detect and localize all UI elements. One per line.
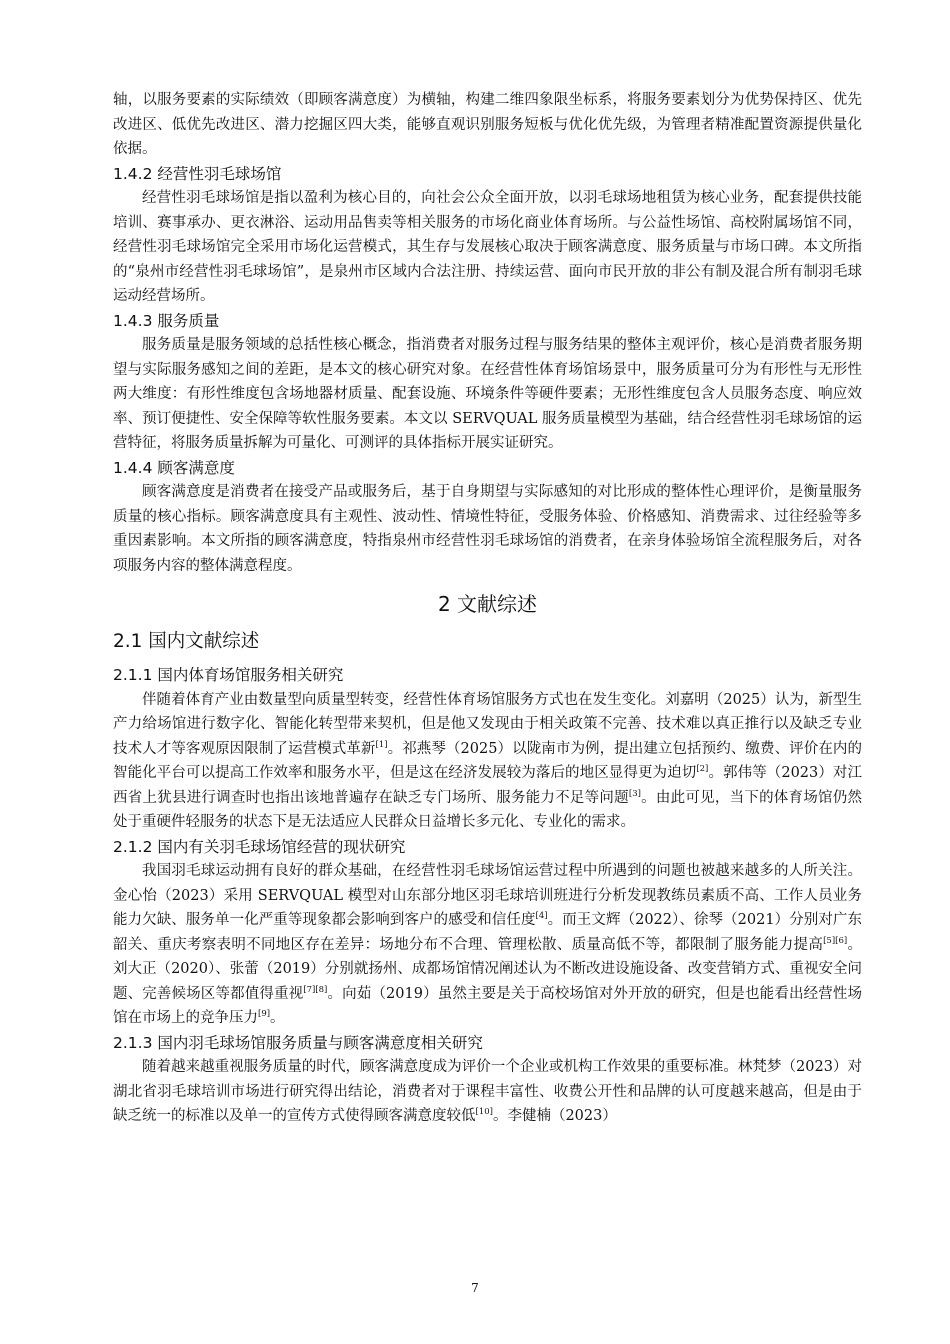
- citation: [5][6]: [823, 935, 848, 946]
- paragraph-1-4-4: 顾客满意度是消费者在接受产品或服务后，基于自身期望与实际感知的对比形成的整体性心理评价，是衡量服务质量的核心指标。顾客满意度具有主观性、波动性、情境性特征，受服务体验、价格感知、消费需求、过往经验等多重因素影响。本文所指的顾客满意度，特指泉州市经营性羽毛球场馆的消费者，在亲身体验场馆全流程服务后，对各项服务内容的整体满意程度。: [113, 484, 862, 574]
- paragraph-2-1-2: [113, 859, 862, 1031]
- citation: [1]: [375, 739, 388, 750]
- text-run: 伴随着体育产业由数量型向质量型转变，经营性体育场馆服务方式也在发生变化。刘嘉明（2025）认为，新型生产力给场馆进行数字化、智能化转型带来契机，但是他又发现由于相关政策不完善、技术难以真正推行以及缺乏专业技术人才等客观原因限制了运营模式革新: [113, 691, 862, 757]
- page-number: 7: [471, 1281, 479, 1295]
- citation: [10]: [475, 1107, 493, 1118]
- text-run: 。: [270, 1010, 285, 1026]
- text-run: 随着越来越重视服务质量的时代，顾客满意度成为评价一个企业或机构工作效果的重要标准。林梵梦（2023）对湖北省羽毛球培训市场进行研究得出结论，消费者对于课程丰富性、收费公开性和品牌的认可度越来越高，但是由于缺乏统一的标准以及单一的宣传方式使得顾客满意度较低: [113, 1059, 862, 1124]
- citation: [4]: [535, 911, 548, 922]
- text-run: 。由此可见，当下的体育场馆仍然处于重硬件轻服务的状态下是无法适应人民群众日益增长多元化、专业化的需求。: [113, 789, 863, 830]
- citation: [2]: [696, 764, 709, 775]
- text-run: 。而王文辉（2022）、徐琴（2021）分别对广东韶关、重庆考察表明不同地区存在差异：场地分布不合理、管理松散、质量高低不等，都限制了服务能力提高: [113, 912, 862, 953]
- citation: [7][8]: [303, 984, 328, 995]
- text-run: 。郭伟等（2023）对江西省上犹县进行调查时也指出该地普遍存在缺乏专门场所、服务能力不足等问题: [113, 765, 863, 806]
- heading-1-4-2: 1.4.2 经营性羽毛球场馆: [113, 164, 282, 183]
- heading-2-1: 2.1 国内文献综述: [113, 631, 260, 652]
- heading-1-4-3: 1.4.3 服务质量: [113, 311, 220, 330]
- citation: [9]: [258, 1009, 271, 1020]
- heading-2-1-1: 2.1.1 国内体育场馆服务相关研究: [113, 666, 344, 684]
- text-run: 我国羽毛球运动拥有良好的群众基础，在经营性羽毛球场馆运营过程中所遇到的问题也被越来越多的人所关注。金心怡（2023）采用 SERVQUAL 模型对山东部分地区羽毛球培训班进行分析发现教练员素质不高、工作人员业务能力欠缺、服务单一化严重等现象都会影响到客户的感受和信任度: [113, 863, 862, 928]
- paragraph-1-4-2: 经营性羽毛球场馆是指以盈利为核心目的，向社会公众全面开放，以羽毛球场地租赁为核心业务，配套提供技能培训、赛事承办、更衣淋浴、运动用品售卖等相关服务的市场化商业体育场所。与公益性场馆、高校附属场馆不同，经营性羽毛球场馆完全采用市场化运营模式，其生存与发展核心取决于顾客满意度、服务质量与市场口碑。本文所指的“泉州市经营性羽毛球场馆”，是泉州市区域内合法注册、持续运营、面向市民开放的非公有制及混合所有制羽毛球运动经营场所。: [113, 190, 862, 304]
- heading-2-1-2: 2.1.2 国内有关羽毛球场馆经营的现状研究: [113, 837, 406, 856]
- text-run: 。向茹（2019）虽然主要是关于高校场馆对外开放的研究，但是也能看出经营性场馆在市场上的竞争压力: [113, 985, 862, 1026]
- text-run: 。刘大正（2020）、张蕾（2019）分别就扬州、成都场馆情况阐述认为不断改进设施设备、改变营销方式、重视安全问题、完善候场区等都值得重视: [113, 936, 862, 1002]
- heading-1-4-4: 1.4.4 顾客满意度: [113, 458, 235, 477]
- text-run: 。李健楠（2023）: [492, 1108, 617, 1124]
- citation: [3]: [628, 788, 641, 799]
- text-run: 。祁燕琴（2025）以陇南市为例，提出建立包括预约、缴费、评价在内的智能化平台可以提高工作效率和服务水平，但是这在经济发展较为落后的地区显得更为迫切: [113, 740, 863, 781]
- paragraph-intro-continuation: 轴，以服务要素的实际绩效（即顾客满意度）为横轴，构建二维四象限坐标系，将服务要素划分为优势保持区、优先改进区、低优先改进区、潜力挖掘区四大类，能够直观识别服务短板与优化优先级，为管理者精准配置资源提供量化依据。: [113, 92, 862, 157]
- paragraph-2-1-3: [113, 1055, 862, 1129]
- chapter-2-title: 2 文献综述: [437, 592, 538, 616]
- paragraph-1-4-3: 服务质量是服务领域的总括性核心概念，指消费者对服务过程与服务结果的整体主观评价，核心是消费者服务期望与实际服务感知之间的差距，是本文的核心研究对象。在经营性体育场馆场景中，服务质量可分为有形性与无形性两大维度：有形性维度包含场地器材质量、配套设施、环境条件等硬件要素；无形性维度包含人员服务态度、响应效率、预订便捷性、安全保障等软性服务要素。本文以 SERVQUAL 服务质量模型为基础，结合经营性羽毛球场馆的运营特征，将服务质量拆解为可量化、可测评的具体指标开展实证研究。: [113, 337, 862, 451]
- paragraph-2-1-1: [113, 688, 862, 835]
- heading-2-1-3: 2.1.3 国内羽毛球场馆服务质量与顾客满意度相关研究: [113, 1033, 483, 1052]
